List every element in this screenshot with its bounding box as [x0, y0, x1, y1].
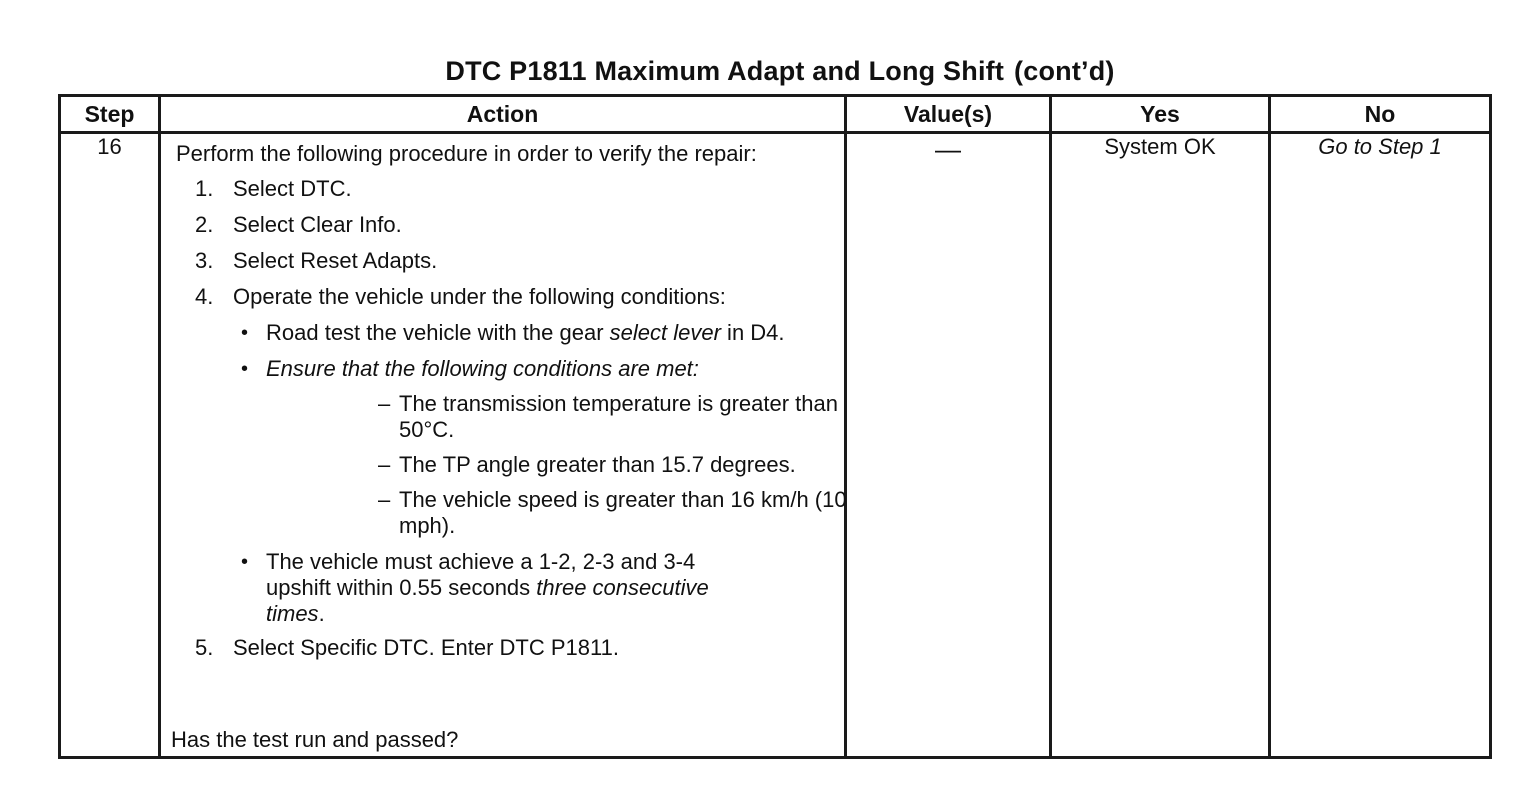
condition-text: The transmission temperature is greater than 50°C. — [399, 391, 838, 442]
bullet-marker: • — [241, 551, 249, 573]
action-cell — [160, 133, 846, 758]
header-values: Value(s) — [846, 96, 1051, 133]
step-text: Operate the vehicle under the following conditions: — [233, 284, 726, 309]
header-row — [60, 96, 1491, 133]
procedure-step — [161, 284, 847, 627]
bullet-text-italic: Ensure that the following conditions are met: — [266, 356, 699, 381]
bullet-marker: • — [241, 322, 249, 344]
no-result: Go to Step 1 — [1318, 134, 1442, 159]
bullet-text: in D4. — [720, 320, 785, 345]
condition-text: The vehicle speed is greater than 16 km/h (10 mph). — [399, 487, 847, 538]
step-text: Select DTC. — [233, 176, 352, 201]
diagnostic-table — [58, 94, 1492, 759]
no-cell — [1270, 133, 1491, 758]
document-title — [0, 56, 1536, 87]
procedure-step — [161, 212, 844, 238]
action-question: Has the test run and passed? — [171, 727, 459, 752]
condition-text: The TP angle greater than 15.7 degrees. — [399, 452, 796, 477]
bullet-text: . — [318, 601, 325, 626]
table-row — [60, 133, 1491, 758]
yes-result: System OK — [1104, 134, 1216, 159]
procedure-step — [161, 248, 844, 274]
bullet-text: Road test the vehicle with the gear — [266, 320, 610, 345]
bullet-text-italic: select lever — [609, 320, 721, 345]
step-number: 16 — [60, 133, 160, 758]
step-text: Select Reset Adapts. — [233, 248, 438, 273]
dash-marker: – — [378, 487, 391, 512]
step-marker: 2. — [195, 212, 214, 237]
bullet-item — [161, 549, 736, 627]
step-text: Select Specific DTC. Enter DTC P1811. — [233, 635, 619, 660]
bullet-marker: • — [241, 358, 249, 380]
dash-marker: – — [378, 391, 391, 416]
condition-item — [266, 452, 879, 478]
bullet-text: The vehicle must achieve a 1-2, 2-3 and 3-4 upshift within 0.55 seconds — [266, 549, 696, 600]
condition-bullets — [161, 320, 847, 627]
condition-item — [266, 391, 879, 443]
procedure-steps — [161, 176, 847, 661]
step-marker: 1. — [195, 176, 214, 201]
bullet-item — [161, 320, 806, 346]
yes-cell — [1051, 133, 1270, 758]
procedure-step — [161, 176, 844, 202]
header-no: No — [1270, 96, 1491, 133]
step-marker: 4. — [195, 284, 214, 309]
header-step: Step — [60, 96, 160, 133]
dash-marker: – — [378, 452, 391, 477]
step-marker: 3. — [195, 248, 214, 273]
bullet-text-italic: three consecutive times — [266, 575, 709, 626]
title-main: DTC P1811 Maximum Adapt and Long Shift — [445, 56, 1005, 86]
header-yes: Yes — [1051, 96, 1270, 133]
step-marker: 5. — [195, 635, 214, 660]
procedure-step — [161, 635, 844, 661]
action-intro: Perform the following procedure in order to verify the repair: — [176, 141, 757, 166]
title-suffix: (cont’d) — [1014, 56, 1115, 86]
header-action: Action — [160, 96, 846, 133]
step-text: Select Clear Info. — [233, 212, 402, 237]
condition-list — [266, 391, 847, 539]
bullet-item — [161, 356, 847, 539]
condition-item — [266, 487, 879, 539]
value-cell: — — [846, 133, 1051, 758]
